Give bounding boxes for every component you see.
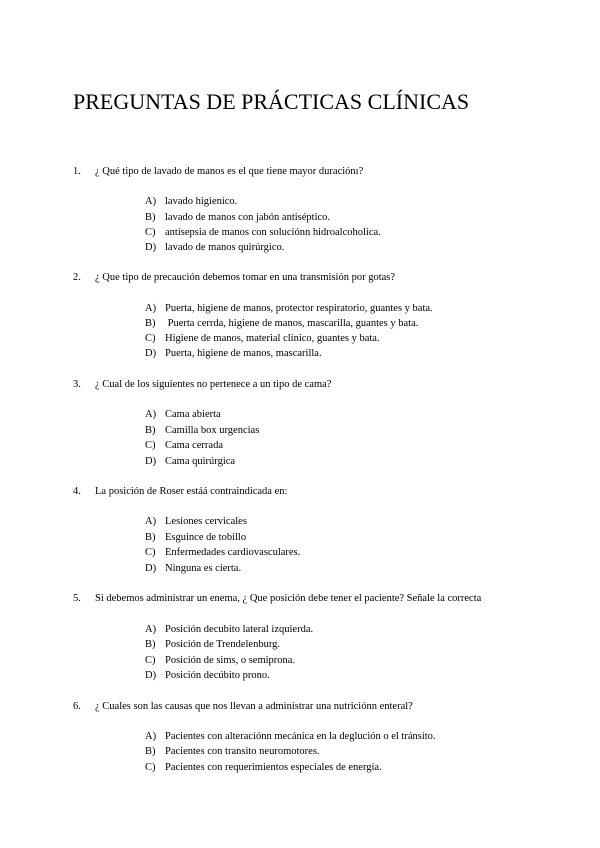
- option-text: Posición de sims, o semiprona.: [165, 655, 296, 666]
- question-5-option-d: [145, 670, 270, 682]
- question-2-option-c: [145, 333, 380, 345]
- question-2-option-b: [145, 318, 418, 330]
- question-number: 6.: [73, 701, 81, 712]
- question-2-option-a: [145, 303, 433, 315]
- question-3-option-a: [145, 409, 221, 421]
- question-text: ¿ Cual de los siguientes no pertenece a un tipo de cama?: [95, 379, 332, 390]
- option-text: lavado de manos con jabón antiséptico.: [165, 212, 331, 223]
- option-text: Posición de Trendelenburg.: [165, 639, 281, 650]
- option-text: Cama quirúrgica: [165, 456, 236, 467]
- option-letter: A): [145, 624, 157, 635]
- option-letter: B): [145, 425, 156, 436]
- question-number: 4.: [73, 486, 81, 497]
- option-letter: A): [145, 409, 157, 420]
- option-letter: D): [145, 348, 157, 359]
- option-text: antisepsia de manos con soluciónn hidroalcoholica.: [165, 227, 381, 238]
- option-letter: B): [145, 746, 156, 757]
- option-text: lavado de manos quirúrgico.: [165, 242, 285, 253]
- option-letter: B): [145, 639, 156, 650]
- option-letter: A): [145, 516, 157, 527]
- question-number: 3.: [73, 379, 81, 390]
- option-text: Cama cerrada: [165, 440, 224, 451]
- option-text: Esguince de tobillo: [165, 532, 247, 543]
- option-text: Puerta, higiene de manos, protector respiratorio, guantes y bata.: [165, 303, 433, 314]
- question-3-option-d: [145, 456, 235, 468]
- option-text: Pacientes con alteraciónn mecánica en la deglución o el tránsito.: [165, 731, 436, 742]
- option-letter: C): [145, 333, 156, 344]
- question-number: 5.: [73, 593, 81, 604]
- option-text: Puerta cerrda, higiene de manos, mascarilla, guantes y bata.: [165, 318, 419, 329]
- question-5-option-b: [145, 639, 280, 651]
- option-letter: C): [145, 547, 156, 558]
- option-letter: C): [145, 227, 156, 238]
- question-3-option-c: [145, 440, 223, 452]
- option-text: lavado higienico.: [165, 196, 238, 207]
- option-text: Enfermedades cardiovasculares.: [165, 547, 301, 558]
- question-text: Si debemos administrar un enema, ¿ Que posición debe tener el paciente? Señale la correcta: [95, 593, 482, 604]
- option-letter: D): [145, 242, 157, 253]
- question-text: ¿ Que tipo de precaución debemos tomar en una transmisión por gotas?: [95, 272, 396, 283]
- question-4-option-d: [145, 563, 241, 575]
- question-5-option-a: [145, 624, 313, 636]
- question-5: [73, 593, 481, 604]
- option-text: Camilla box urgencias: [165, 425, 260, 436]
- question-3: [73, 379, 331, 390]
- question-1-option-a: [145, 196, 237, 208]
- question-4: [73, 486, 287, 497]
- question-1: [73, 166, 363, 177]
- question-5-option-c: [145, 655, 295, 667]
- option-letter: D): [145, 670, 157, 681]
- question-2: [73, 272, 395, 283]
- question-6-option-a: [145, 731, 436, 743]
- question-6: [73, 701, 413, 712]
- question-text: La posición de Roser estáá contraindicada en:: [95, 486, 288, 497]
- option-letter: B): [145, 318, 156, 329]
- question-1-option-d: [145, 242, 284, 254]
- option-letter: C): [145, 655, 156, 666]
- option-letter: C): [145, 762, 156, 773]
- question-number: 1.: [73, 166, 81, 177]
- option-letter: D): [145, 456, 157, 467]
- option-letter: D): [145, 563, 157, 574]
- question-6-option-c: [145, 762, 382, 774]
- question-4-option-c: [145, 547, 300, 559]
- option-text: Ninguna es cierta.: [165, 563, 242, 574]
- option-text: Cama abierta: [165, 409, 221, 420]
- question-1-option-c: [145, 227, 381, 239]
- option-letter: C): [145, 440, 156, 451]
- question-text: ¿ Cuales son las causas que nos llevan a administrar una nutriciónn enteral?: [95, 701, 413, 712]
- question-2-option-d: [145, 348, 322, 360]
- option-letter: B): [145, 212, 156, 223]
- question-6-option-b: [145, 746, 320, 758]
- option-text: Posición decubito lateral izquierda.: [165, 624, 314, 635]
- option-text: Pacientes con transito neuromotores.: [165, 746, 320, 757]
- option-text: Higiene de manos, material clinico, guantes y bata.: [165, 333, 380, 344]
- question-1-option-b: [145, 212, 330, 224]
- option-text: Pacientes con requerimientos especiales de energía.: [165, 762, 382, 773]
- option-letter: A): [145, 196, 157, 207]
- option-letter: A): [145, 303, 157, 314]
- question-3-option-b: [145, 425, 259, 437]
- question-text: ¿ Qué tipo de lavado de manos es el que tiene mayor duraciónı?: [95, 166, 364, 177]
- option-text: Lesiones cervicales: [165, 516, 247, 527]
- question-4-option-b: [145, 532, 246, 544]
- question-number: 2.: [73, 272, 81, 283]
- question-4-option-a: [145, 516, 247, 528]
- option-text: Posición decúbito prono.: [165, 670, 270, 681]
- option-letter: A): [145, 731, 157, 742]
- option-text: Puerta, higiene de manos, mascarilla.: [165, 348, 322, 359]
- page-title: PREGUNTAS DE PRÁCTICAS CLÍNICAS: [73, 89, 470, 114]
- option-letter: B): [145, 532, 156, 543]
